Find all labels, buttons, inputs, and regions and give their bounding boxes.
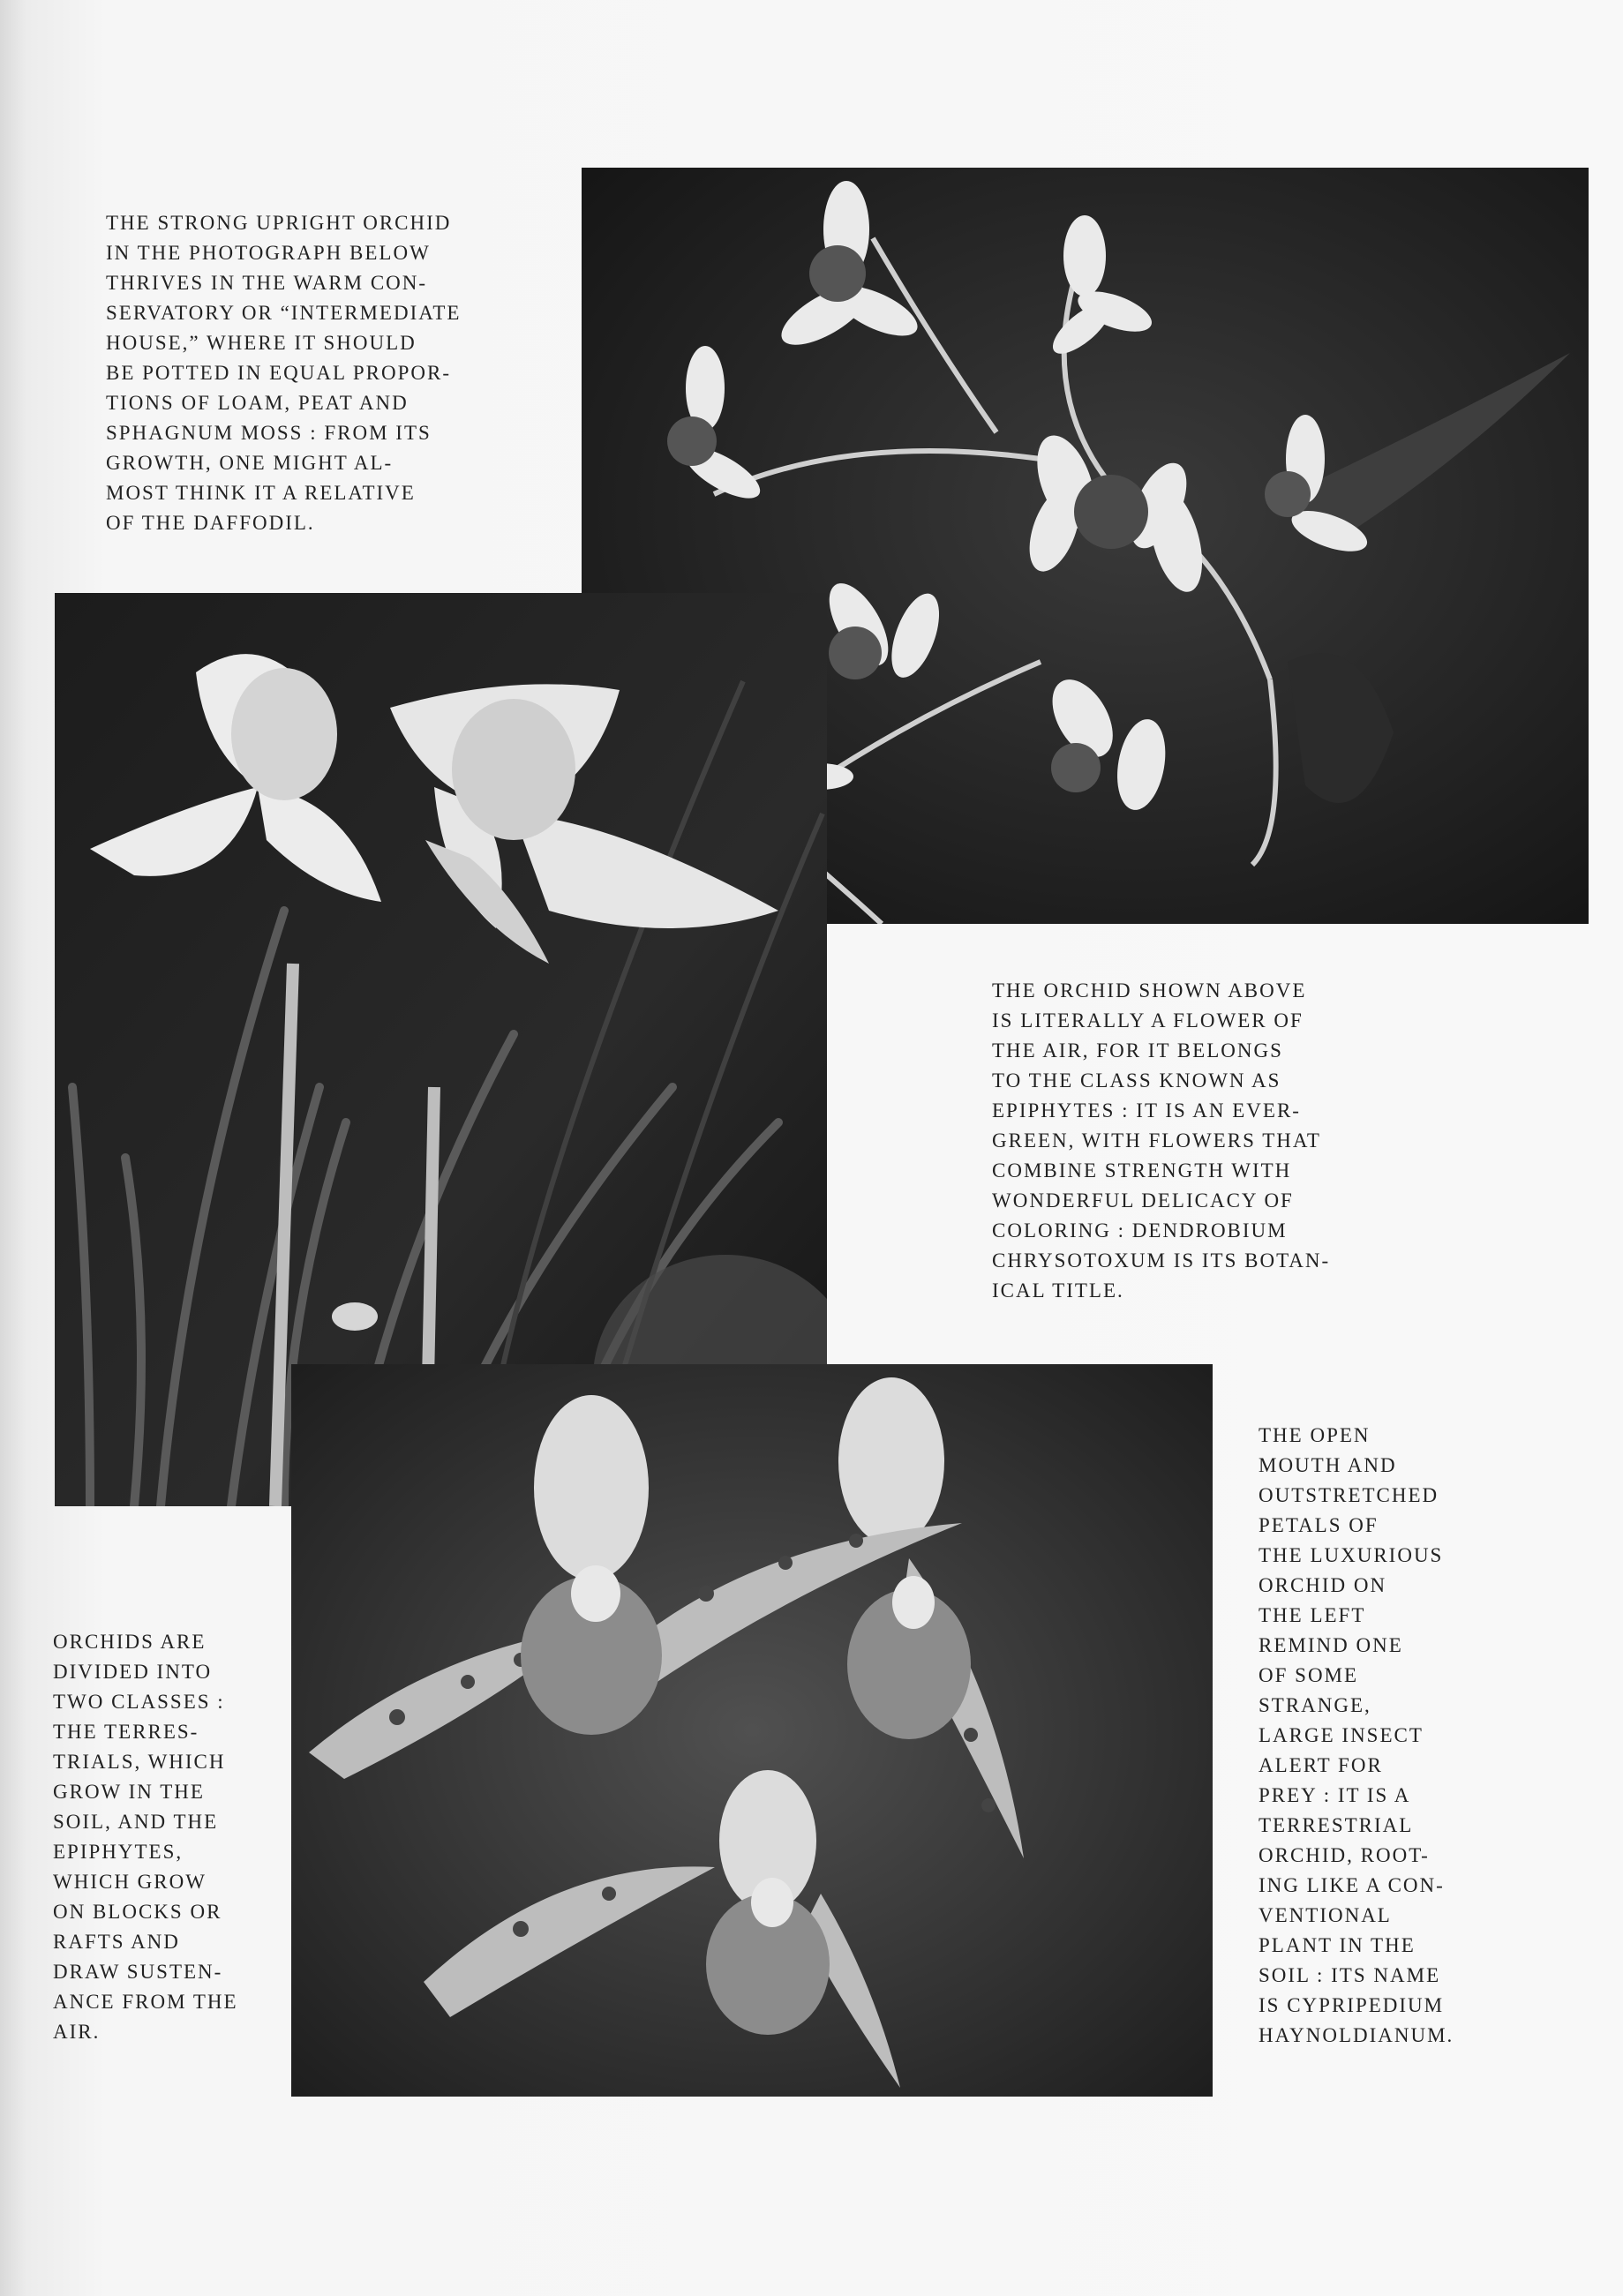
caption-line: THE TERRES- [53,1721,199,1743]
caption-line: HAYNOLDIANUM. [1259,2024,1454,2046]
caption-line: GROW IN THE [53,1781,205,1803]
caption-line: THE AIR, FOR IT BELONGS [992,1039,1283,1062]
caption-line: DRAW SUSTEN- [53,1961,223,1983]
caption-line: BE POTTED IN EQUAL PROPOR- [106,362,452,384]
caption-line: HOUSE,” WHERE IT SHOULD [106,332,417,354]
caption-line: ICAL TITLE. [992,1279,1124,1302]
caption-line: SOIL, AND THE [53,1811,219,1833]
caption-line: STRANGE, [1259,1694,1371,1716]
caption-line: ALERT FOR [1259,1754,1383,1776]
caption-line: COMBINE STRENGTH WITH [992,1159,1292,1182]
caption-line: WHICH GROW [53,1871,207,1893]
caption-line: OF SOME [1259,1664,1359,1686]
caption-line: PETALS OF [1259,1514,1379,1536]
caption-line: ORCHID ON [1259,1574,1387,1596]
orchid-classes-caption [53,1627,238,2047]
caption-line: LARGE INSECT [1259,1724,1424,1746]
caption-line: THE LEFT [1259,1604,1366,1626]
caption-line: PREY : IT IS A [1259,1784,1411,1806]
caption-line: IS CYPRIPEDIUM [1259,1994,1445,2016]
caption-line: REMIND ONE [1259,1634,1403,1656]
caption-line: MOST THINK IT A RELATIVE [106,482,416,504]
caption-line: OUTSTRETCHED [1259,1484,1439,1506]
caption-line: EPIPHYTES, [53,1841,184,1863]
caption-line: EPIPHYTES : IT IS AN EVER- [992,1099,1301,1122]
caption-line: SOIL : ITS NAME [1259,1964,1441,1986]
caption-line: DIVIDED INTO [53,1661,213,1683]
caption-line: GREEN, WITH FLOWERS THAT [992,1129,1321,1152]
caption-line: THE LUXURIOUS [1259,1544,1444,1566]
cypripedium-orchid-photo [291,1364,1213,2097]
cypripedium-caption [1259,1421,1454,2051]
caption-line: ORCHIDS ARE [53,1631,207,1653]
caption-line: SPHAGNUM MOSS : FROM ITS [106,422,432,444]
caption-line: VENTIONAL [1259,1904,1392,1926]
caption-line: ING LIKE A CON- [1259,1874,1445,1896]
caption-line: ORCHID, ROOT- [1259,1844,1430,1866]
caption-line: IS LITERALLY A FLOWER OF [992,1009,1304,1032]
caption-line: CHRYSOTOXUM IS ITS BOTAN- [992,1249,1331,1272]
caption-line: IN THE PHOTOGRAPH BELOW [106,242,431,264]
caption-line: MOUTH AND [1259,1454,1397,1476]
caption-line: THE OPEN [1259,1424,1371,1446]
caption-line: WONDERFUL DELICACY OF [992,1189,1294,1212]
caption-line: TERRESTRIAL [1259,1814,1414,1836]
caption-line: TO THE CLASS KNOWN AS [992,1069,1281,1092]
caption-line: AIR. [53,2021,101,2043]
upright-orchid-caption [106,208,461,538]
caption-line: ON BLOCKS OR [53,1901,222,1923]
caption-line: TIONS OF LOAM, PEAT AND [106,392,409,414]
caption-line: ANCE FROM THE [53,1991,238,2013]
caption-line: THE STRONG UPRIGHT ORCHID [106,212,452,234]
caption-line: GROWTH, ONE MIGHT AL- [106,452,394,474]
caption-line: THRIVES IN THE WARM CON- [106,272,428,294]
caption-line: THE ORCHID SHOWN ABOVE [992,979,1307,1002]
caption-line: PLANT IN THE [1259,1934,1416,1956]
caption-line: OF THE DAFFODIL. [106,512,315,534]
caption-line: TWO CLASSES : [53,1691,225,1713]
caption-line: TRIALS, WHICH [53,1751,226,1773]
caption-line: SERVATORY OR “INTERMEDIATE [106,302,462,324]
caption-line: COLORING : DENDROBIUM [992,1219,1288,1242]
dendrobium-caption [992,976,1330,1306]
caption-line: RAFTS AND [53,1931,180,1953]
